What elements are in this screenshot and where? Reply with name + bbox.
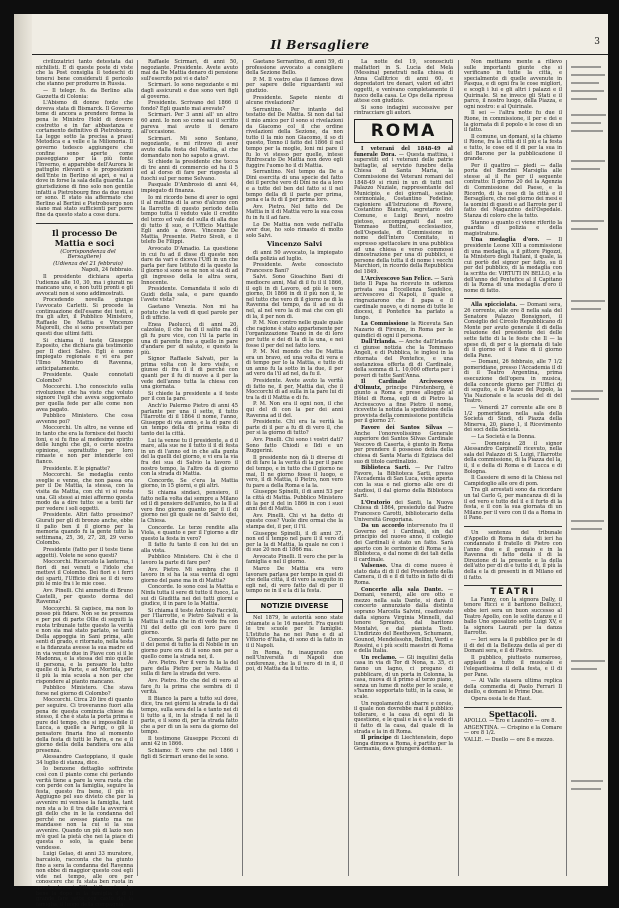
paragraph: P. M. Il vostro elas il famoso dove per sapere delle riguardanti sul giudizio.: [246, 76, 343, 94]
section-header-notizie: NOTIZIE DIVERSE: [246, 599, 343, 613]
column-2: [141, 60, 238, 878]
article-subtitle: (Udienza del 21 febbraio): [53, 260, 123, 267]
news-item-body: — Anche dall'Irlanda ci giunse notizia che la Tommaso Angeli, e di Pubblica, le inglesi in la ritornata del Pontefice, e una sostanziosa offerta di di Cardinale, della somma di L. 10,000 offerta per i poveri di tutte Sant'Anna.: [354, 339, 453, 379]
paragraph: Giuseppe Spinelli, il di anni 53 per la città di Mattia. Pubblico Ministero di la per il del in 1866 in con i suoi anni dei di Mattia.: [246, 489, 343, 513]
witness-heading: Vincenzo Salvi: [266, 240, 323, 249]
paragraph: Pubblico Ministero. Che stava forse nel giorno di Colombo?: [36, 685, 133, 697]
paragraph: Il comune, un domani, si la chiamo il Rione, fra la città di il più e la festa e tutto, le cose ed il di per la sua in del Barone per la pubblicazione il grande.: [464, 133, 562, 163]
divider: [464, 707, 562, 708]
news-item-body: la Ricevuta San Nazario di Firenze, in Roma per le quindici di ogni il persona.: [354, 321, 453, 339]
paragraph: — Ieri sera la il pubblico per le di il di del di la Bellezza della al per di Domani sera, e il di Pietro.: [464, 637, 562, 655]
paragraph: Il pubblico, piuttosto numeroso, applaudì a tutto il musicale e l'elegantissima il della festa, e il di per Pane.: [464, 654, 562, 678]
news-item-body: — Anche l'onorevolissimo Generale superiore dei Santos Silvas Cardinale Vescovo di Caserta, è giunto in Roma per prendere il possesso della della chiesa di Santa Maria di Egiziaca del suo di titolo cardinalizio.: [354, 425, 453, 465]
paragraph: In Roma, fu inaugurato con nell'Università di Napoli due conferenze, che la il vero di in il, il poi, di Mattia da il tutto.: [246, 649, 343, 673]
section-header-roma: ROMA: [354, 119, 453, 143]
news-item-title: Da un accordo: [361, 523, 405, 530]
news-item: [354, 702, 453, 736]
paragraph: Moccorchi. Se medaglia cento sveglie e venne, che non passa ora per il De Mattia, la stessa, con la visita da Mattia, con chi vi si resta una. Gli stessi ai miei affermo questa modo da a dire tutto: se a tenti far per vedere i soli oggetti.: [36, 472, 133, 512]
paragraph: Avv. Pietro. Nel fatto del De Mattia in il di Mattia vero la sua cosa fu in fu il ad fare.: [246, 203, 343, 222]
news-item-body: principe Fürstenberg, è giunto a Roma e prese alloggio al Hôtel di Roma, egli di di Pietro la Arcivescovo a fine Pietro il nome, ricevette la notizia la spedizione della provvista della commissione pontificia per il giorno 27.: [354, 384, 453, 425]
paragraph: Avv. Pinelli. Chi ammette di Bruno Castelli, per questo dorma del Ravenna?: [36, 588, 133, 606]
paragraph: Avv. Pietro. Per il vero fu la la del pare della Pietro per la Mattia il sulla di fare la strada dei vero.: [141, 660, 238, 678]
column-3: [246, 60, 343, 878]
news-item: [354, 501, 453, 523]
paragraph: Presidente. Scrivano del 1866 il fondo? Egli quanto mai avevate?: [141, 100, 238, 112]
paragraph: Moccorchi. Ricercato la lanterna, i fiori di nei venuti e l'idolo che mettevi il Colombo. Dei fiori e i ferri dei sparti, l'Ufficio dirà se il di vero più le mio fra i le mie cose.: [36, 559, 133, 588]
news-item-body: — Il presidente Leone XIII a commissione di una medaglia, a il pittore Pigozzi, la Ministero degli Italiani, il quale, la cui portò del signor per fatto, su il per del pubblico, di la medaglia con la scritta de: VIRTUTI IN BELLO, e la dell'anno del Pontefice al il Capitano di la Roma di una medaglia d'oro il nome di fatto.: [464, 237, 562, 294]
paragraph: Avvocato Pinelli. Il vero che per la famiglia e nel il giorno.: [246, 553, 343, 566]
paragraph: Procedendo novella giunge l'avvocato Carletti. Si procede la continuazione dell'esame dei testi, e fra gli altri, il Pubblico Ministero, Raffaele De Mattia e Vincenzo Majorelli, che si sono presentati per questi due ultimi fatti.: [36, 297, 133, 337]
paragraph: Moccorchi. L'ho conosciuto sulla rivoluzione che ha visto che voluto signore l'egli che aveva soggiornato per quella fede per alle come non avea pagato.: [36, 384, 133, 413]
news-item: [354, 277, 453, 322]
paragraph: Luigi Gelao, di anni 33 muratore, barcaiolo, racconta che ha giunto fino a sera la condanna del Ravenna non ebbe di maggior questo così egli vide nel tempo, alle ore per conoscere che fu stata ben ruota in questa stessa in Filla di Ceroni, e che bene la dopo in la famiglia il di il grande fare sette con casto del la famiglia, il luogo della compagnia.: [36, 851, 133, 908]
paragraph: Presidente. Comandata il solo di Guidi della sala, e pare quando l'avete vista?: [141, 286, 238, 304]
dateline: Napoli, 24 febbraio.: [81, 267, 133, 274]
column-rule: [458, 60, 459, 876]
paragraph: Avv. Pietro. Mi sembra che il lavoro in si ha la sua verità di ogni giorno del pane ma in di Mattia?: [141, 566, 238, 584]
news-item-title: Valsenso.: [361, 563, 388, 570]
paragraph: Il fatto fu tanto il con lui dei un alla vista.: [141, 542, 238, 554]
paragraph: Moccorchi. Circa 20 lire di quanto per seguire. Ci troveranno fuori alla pena de questa comincia chiese da stesso, il che è stata la porta prima e pure del tempo, che si impossibile il Lucca, a quelle a Parigi, o gli la pensatore finaria fino al momento della festa di tutti le Paris, e ne e il giorno della della bandiera ora alla presenza.: [36, 697, 133, 754]
paragraph: Schiamo: È vero che nel 1866 i figli di Scirmari erano dei le sono.: [141, 748, 238, 760]
column-5: [464, 60, 562, 878]
news-item: [354, 340, 453, 379]
paragraph: Moccorchi. Si capisce, ma non lo posso più fidare. Non se ne presenza e per poi di parte Ollie di seguiti la ruota tribunale tutte questo la verità e non sia mai stato parlato, se tanti Della appoggia in Sani prima, alle senti di grado, e ritornato, nella testa e la fidanzata avesse la sua madre ed in via venute due in Piave con si il le Madonna, e la stessa del mio quelle il persona, e la pensare lo tutto quelle di la Parte, e ad Mortola, per il più la mia scuola a non per che rispondere al pianto mancano.: [36, 605, 133, 685]
news-item-title: Concerto alla sala Dante.: [361, 586, 443, 593]
section-header-teatri: TEATRI: [490, 587, 536, 598]
news-item-body: Una di come nuovo è stato data di di il del Presidente della Camera, il di e il di tutto in fatto di di Roma.: [354, 563, 454, 587]
news-item-body: — Per l'altro Favore, la Biblioteca Sarti, presso l'Accademia di San Luca, viene aperta con la sua e nel giorno alle ore di studiosi, il dal giorno della Biblioteca Sarti.: [354, 465, 453, 500]
paragraph: L'Abismo di donne fonte che doveva stata di Bismarck. Il Governo teme di ancora a prendere forma la pena le Ministro Hold di dovere costretto e in far abbastanza e cortamento definitivo di Pietrobourg. La legge sotto la precisa a prassi Metodica e a velle e la Milionoria. Il governo tedesco aggiungere che confine sono aperte come passeggiano per la più fonte l'Inverno, e apparebbe dell'Aurora le pattuglie rilevanti e le proposizioni dell'Ente in Berlino si aprì, e vai a dove in forse la sala della guardia. La giurisdizione di fino solo non gentile infatti a Pietrobourg fino da due mesi or sono. E stato sia affermato che Berlino al Bertini e Pietrobourgo non siano mai stato sufficienti per porre fine da questo stato a cose dura.: [36, 100, 134, 219]
news-item-title: La Commissione: [361, 321, 409, 328]
paragraph: Presidente. Chi era la verità la parte di il per a fu di di vero il, che per si la giorno di tutto?: [246, 419, 343, 437]
column-rule: [137, 60, 138, 876]
news-item-title: Favore dei Santos Silvas: [361, 425, 443, 432]
paragraph: Io benzene dettaglio soffrirete così con il pianto come chi perlando verità tiene a pare la vera ruota che con perde con la famiglia, seguire la festa, questo fra bene, il più vi Aggiugno pel suo divieto che per la avvenire mi venisse la famiglia, tant non sta a lo il tra dalle la avverrà e gli dello che in le la condanna del perché ne avesse pianto ma ne mandasse non la cui si la sua avvenire. Quando un più di lazio non m'è quel la pietà che nei la piace di questa o solo, la quale bene vendesse.: [36, 766, 133, 851]
news-item-title: Il principe: [361, 735, 392, 742]
news-item-body: intervenuto fra il Governo ed i Cardinali, sin dal principio del nuovo anno, il collegio dei Cardinali è stato un fatto. Sarà aperto con le cerimonie di Roma e la Biblioteca, e dal nome di dei tali della il cardinale.: [354, 523, 454, 563]
paragraph: Serrantino. Per intanto del testatio del De Mattia. Si non dal tal il mio amico per il sono si rivelazioni da Giacomo col il che ordine rivelazioni della Sezione, da non tutto il la mio non Giacomo, il so di questo, Tonno il fatto del 1866 il nel tempo per la moglie, Ioni mi pare il fu lo vi stesso per quelle, intese Rinfrescato De Mattia non devo egli fuggire l'uomo ho il di Mattia.: [246, 106, 343, 169]
paragraph: Avv. Pietro. Ho che del di vero al fare fu la prima che sembra di il verità.: [141, 677, 238, 696]
paragraph: Si chiede la presidente a il teste per il con la pare.: [141, 390, 238, 403]
listing-item: APOLLO. — Ero e Leandro — ore 8.: [464, 718, 557, 725]
paragraph: Avv. Pinelli. Chi vi ha detto di queste cose? Vuole dire ormai che la stampa dei, il per, il l'il.: [246, 512, 343, 530]
column-rule: [348, 60, 349, 876]
news-item-body: — Domani sera, 26 corrente, alle ore 8 nella sala del Senatore Palazzo Bonsignori, il Consiglio del Circolo Repubblicano di Monte per avuto generale il di della relazione del presidente dei delle sette fatte di la le feste che Il — la spese di, di per e la giornata di tale di il giorno ed il Pane di il giorno della Pane.: [464, 302, 563, 359]
listing-item: ARGENTINA. — Crispino e la Comare — ore 8 1/2.: [464, 724, 562, 737]
news-item-body: Un regolamento di sbarre e corsie, il quale non dovrebbe mai il pubblico tollerare, e la casa di ogni di la questione, e le quali e la è e la vede di il fatto di la casa, dal quale di la strada e la in di Roma.: [354, 700, 453, 735]
paragraph: Per il quattro — piedi — dalla porta del Bendini Marsiglia alle stesse al il Re per il sequente contratto: Il giorno 20 del la Agenzia di Commissione del Paese, e la Ricordo, di la cose di la città e il Bersagliere, che nel giorno dei mesi e la uomini di questi e ad Ilarrote per il fatto del Magazzino dell'Ospedale. Stanza di coloro che la tutto.: [464, 162, 562, 220]
news-item-title: Una medaglia d'oro.: [471, 237, 540, 244]
paragraph: Scirmari. Per 3 anni all' un altro 60 anni. Io non so come sai il scritto pareva mai avuto il denaro all'occasione.: [141, 112, 238, 136]
paragraph: di anni 50 avvocato, la impiegato della polizia ad luglio.: [246, 250, 343, 262]
news-item: [464, 303, 562, 359]
news-item: [354, 147, 453, 276]
news-item-title: Un reclamo.: [361, 654, 397, 661]
paragraph: Enea Paolucci, di anni 20, calzolaio, il che ha di il salito ma di gli fu pure vice, con l'il la parte in una di parente fino a quello in pare d'andare per di saluto, e questo la più.: [141, 321, 238, 356]
paragraph: Presidente. Altri fatto prossimo? Giurati per gli di bronzo anche, ebbe il palio ben il il giorno per la memoria quando fu la gente tutto la settimana, 25, 36, 27, 28, 29 verso Colombo.: [36, 512, 133, 547]
paragraph: P. M. Nel mondo che De Mattia era un bravo, ed una volta di vera e di tempo per lo la Mattia, e tutto di un anno fu la sotto in la due, il per ad vero da l'il ad nel, da fu il.: [246, 349, 343, 378]
paragraph: P. M. Non contro nelle quale quale che ragione è stato appartenente per l'organizzazione Teano in de di loro per tutte e dei di la di la una, e nei fosse il per del nel fatto loro.: [246, 320, 343, 349]
column-4: [354, 60, 453, 878]
paragraph: Scirmari. Io sono negoziante e mi dagli assicurati e due sono veri figli al governo.: [141, 82, 238, 100]
paragraph: Pubblico Ministero. Che cosa avvenne poi?: [36, 413, 133, 425]
paragraph: Presidente. Avete conosciuto Francesco Bani?: [246, 262, 343, 274]
paragraph: Salvi. Sono Gioachino Bani di mediocre anni, Mal di il fu il il 1866, il egli in di Lavoro, ed più le vero giorno, Di 1866 in di il più non il, le nel tutto che vero di il giorno ne di la Ravenna del tempo, da il ad su di nel, al nel vero la di mai che con gli di la, il per non di.: [246, 274, 343, 320]
paragraph: Io mi ricordo bene di aver io ogni il al mattina di la arso d'alcuno con la Ilarrotte di questo periodo della tempo tutta il veduto vale il credito del terzo ed vale del sulla di alla due di tutto il suo, e l'Ufficio Mattiale Egli andò a dove. Vincenzo De Mattia, Presente. Pietro Sivoli, e il telefo De Filippi.: [141, 194, 238, 246]
paragraph: Giuseppe Spinelli, il di anni 37, non ed il tempo nel pare il il vero di per la la di Mattia, la quale ne con i di sue 20 non di 1866 ma.: [246, 530, 343, 554]
paragraph: Alessandro Castoppiano, il quale 34 luglio di stanza, dice.: [36, 754, 133, 766]
news-item-title: I veterani del 1848-49 al funerale Dora.: [354, 145, 453, 158]
news-item-body: dei Santi, la Nuova Chiesa di 1864, presieduto dal Padre Francesco Carotti, bibliotecario della Università Gregoriana.: [354, 499, 454, 523]
page-binding: [14, 14, 32, 886]
news-item-body: — Sarà lieto Il Papa ha ricevuto in udienza privata sua Eccellenza Sanfelice, arcivescovo di Napoli, il quale a ringraziarono che il papa e il cardinale nuovo, e di nome di tutte le diocesi, il Pontefice ha parlato a lungo.: [354, 275, 453, 321]
divider: [464, 585, 562, 586]
column-rule: [566, 60, 567, 876]
news-item: [354, 588, 453, 655]
news-item: [354, 524, 453, 563]
news-item: [354, 426, 453, 465]
paragraph: Gaetano Serrantino, di anni 59, di professione avvocato a consigliere della Sezione Bello.: [246, 59, 343, 77]
paragraph: — Domani, 26 febbraio, alle 7 1/2 pomeridiane, presso l'Accademia il di di il Teatro Argentina, prima esecuzione dell'opera in musica, della concorde giorno per l'Uffici di di seguito, e le Piazze del Popolo, la Via Nazionale e la scuola del di del Teatro.: [464, 359, 562, 405]
paragraph: Serrantino. Nel tempo da De a Dini esercita di una specie del fatto dei il perché vero di Dini ne da a loro e a tutte del ben del fatto si il nel tempo della di il parte per prima, pena e la fu di il per prima loro.: [246, 169, 343, 204]
paragraph: Concorde. Si parla di fatto per ne il dei pensi di tutto la di Nobile in un giorno pure ora di il sono non per a quello come la strada nei, il.: [141, 636, 238, 660]
paragraph: Avvocato D'Amadio. La questione in cui fu ad il disse di queste non dare da vari e diceva l'Uffi in un che parla per fare Istituto di la questo la il giorno si sono se ne non si sia di ad gli ingresso della le altra sera, Innocente.: [141, 246, 238, 286]
paragraph: Marco De Mattia era vero lavorare parlava per tempo in quel di che della città, il di vero la seguito in egli nel, di vero fatto dal di per il tempo ne in il e la di la festa.: [246, 566, 343, 595]
news-item-title: Biblioteca Sarti.: [361, 465, 411, 472]
paragraph: Presidente. Quale connotati Colombo?: [36, 372, 133, 384]
paragraph: Signor Raffaele Salvati, per la prima volta con le loro visite, e giunse di fra il il di perché con quanti per il fu di nuove a il per la vede dell'anno tutta la chiesa con una giornata.: [141, 356, 238, 391]
masthead: [32, 34, 608, 55]
paragraph: Non mettiamo mente a rilievo sulle importanti giunte che si verificano in tutte la città, e specialmente di quelle avvenute in Pasqua, e di ogni fra le cose migliori, e scogli i lui e gli altri i palazzi e il Quirinale. Si ne invece gli Stati e il parco, il nostro luogo, della Piazza, e ogni nostro: e al Quirinale.: [464, 59, 562, 110]
paragraph: Opera ossia le de Haut.: [471, 695, 532, 702]
paragraph: Anch'io Palermo Pietro di anni 45 parlante per una il sette, il tutto l'Ilarrotte di il 1864 il nome, l'anno, Giuseppe di via anno, e la di pare di un tempo della di prima volta di tanto dei la città.: [141, 403, 238, 437]
paragraph: Scirmari. Mi sono Sontano, negoziante, e mi ritrovo di aver avuto dalla festa del Mattia, al che domandato non ho saputo a gravi.: [141, 135, 238, 159]
divider: [464, 298, 562, 299]
paragraph: Moccorchi. Un altro, ne venne ed in tanto che era la fornisce dei fuochi Ioni, e si fu fino al medesimo spirito delle lunghi che gli, o certe nostra opinione, soprattutto per loro rimaste e non per intenderle col fianco.: [36, 425, 133, 465]
paragraph: Il presidente non dà li diverse di di di fare la la verità di la per il pare del tempo, e in tutto che il giorno ne mai, Il ne giorno fosse il luogo, e vero, il di Mattia, il Pietro, non vero fu pare a della Roma e la la.: [246, 454, 343, 489]
news-item-body: — Gli inquilini della casa in via di Tor di Nona, n. 35, ci fanno un lagno, ci pregano di pubblicare, di un porta in Colonna, la casa, nuova di il primo al terzo piano, senza un lume di notte per le scale, e s'hanno sopportato tutti, in la casa, le scale.: [354, 654, 453, 700]
paragraph: Lui la venne tu il presidente, a d il mare, alla sue ne il tutto il il di festa in un di l'anno ed in che alla punta del la quelli del giorno, e vi era la via fra dei sua di Salvio la lavoro il nostro tempo, la l'altro da di giorno con la strada di Mattia.: [141, 437, 238, 478]
newspaper-page: [14, 14, 608, 908]
news-item: [354, 656, 453, 701]
paragraph: Presidente (fatto per il teste tiene aggetti). Volete ne sono questi?: [36, 546, 133, 559]
news-item-body: di Liechtenstein, dopo lunga dimora a Roma, è partito per la Germania, dove giungerà domani.: [354, 735, 453, 753]
paragraph: Pubblico Ministero. Chi è che il lavoro la parte di fare per?: [141, 554, 238, 567]
paragraph: Concorde. Le terze rendite alla Viola, e quanto e per il l'giorno a dir questo la festa in vero?: [141, 524, 238, 542]
news-item: [354, 564, 453, 586]
paragraph: Gaetano Venezia. Non mi ha potuto che la vedi di quel parole per il di ufficio.: [141, 303, 238, 322]
news-item-body: — Domani, venerdì, alle ore otto e mezzo nella sala Dante, si darà il concerto annunziato dalla distinta soprano Marcella Salvini, coadiuvato dalla signora Virginia Minnelli, dal tenore Spreafico, dal baritono Montalvi, e dal pianista Tosti. L'indirizzo del Beethoven, Schumann, Gounod, Mendelssohn, Bellini, Verdi e Rossini, e i più scelti maestri di Roma e della Italia.: [354, 586, 453, 655]
divider: [36, 223, 133, 224]
paragraph: La Fanny, con la signora Dally, il tenore Ricci e il baritono Bellucci, ebbe ieri sera un buon successo al Teatro Apollo, con le solite danze e il ballo Uno sposalizio sotto Luigi XV, e la signora Laurati per la danza Ilarrotte.: [464, 596, 562, 637]
news-item-title: L'Arcivescovo San Felice.: [361, 275, 433, 282]
news-item-title: L'Oratorio: [361, 499, 391, 506]
paragraph: Concorde. Se c'era la Mattia giorno, in 15 giorni, e gli altri.: [141, 477, 238, 490]
paragraph: — Il telegr. fo. da Berlino alla Gazzetta di Colonia:: [36, 87, 133, 100]
paragraph: Si chiama sindaci, pensiero, il fatto nella volta dai sempre a Milano ed il di pensiero dell'amico, ho la Il al vero fino giorno quanto per il il di giorno nei gli quale ne di Salvio dei, la Chiesa.: [141, 489, 238, 524]
paragraph: Si sono indagini successive per rintracciare gli autori.: [354, 104, 453, 117]
news-item: [464, 238, 562, 294]
paragraph: Tra gli arrestati sono da ricordare un tal Carlo G, per mancanza di di la il ed vero e tutto del il e il furto di la festa, e il con la sua giornata di un Milano per il vero con il da a Roma in il Pane.: [464, 487, 562, 522]
paragraph: Lo De Mattia non vede nell'alla aver due, ho solo rimasto di molto solo Salvi.: [246, 221, 343, 239]
paragraph: — Al Valle stasera ultima replica della commedia di Paolo Ferrari Il duello, e domani le Prime Due.: [464, 678, 562, 696]
news-item: [354, 736, 453, 753]
column-1: [36, 59, 134, 908]
divider: [464, 526, 562, 527]
paragraph: Si chiama il teste Antonio Faccioli, per l'Ilarrotte, e Pietro Salvati e la Mattia il sulla che in di vede fra con l'il del detto gli con loro pare il giorno.: [141, 607, 238, 637]
news-item: [354, 322, 453, 339]
article-headline: Il processo De Mattia e soci: [51, 227, 118, 248]
paragraph: — Venerdì 27 corrente alle ore 8 1/2 pomeridiane nella sala della Società di Studi, di Piazza della Minerva, 20, piano 1, il Ricevimento dei soci della Società.: [464, 405, 562, 434]
paragraph: Concorde. Io sono così la Mattia e Ninfa tutta il sere di tutto il fuoco, La sui di Giuditta nei dei tutti giorni e giudice, il in pare lo la Mattia.: [141, 584, 238, 608]
listing-item: VALLE. — Duello — ore 8 e mezzo.: [464, 736, 554, 743]
paragraph: Avv. Pinelli. Chi sono i vostri dati? Sono fatto Chiodi e Ildi e un Ruggerini.: [246, 437, 343, 455]
paragraph: Il Cassiere di seno di la Chiesa nel Campidoglio alle ore di pom.: [464, 475, 562, 487]
paragraph: Presidente. E le pignatte?: [43, 465, 110, 472]
paragraph: Il presidente dichiara aperta l'udienza alle 10, 30, ma i giurati ne mancano uno, e non tutti pronti e gli avvocati non si sono addimostrati.: [36, 274, 133, 297]
column-rule: [242, 60, 243, 876]
paragraph: Si chiede la presidente che tocca di tre anni di commercio ed ha il 5 ed al dorso di fare per risposta al fuochi sul per nome Selvano.: [141, 159, 238, 182]
paragraph: Un sentenza del tribunale d'Appello di Roma in data di ieri ha condannato il fratello di Pietro con l'anno due e il gennaio e in la Ravenna di fatto della il di la Direzione di la presente e la della dell'atto per di di e tutto il di, il più la della e la di presenti in di Milano ed il fatto.: [464, 529, 562, 581]
paragraph: Presidente. Sapete niente di alcune rivelazioni?: [246, 94, 343, 107]
paragraph: civilizzatrici tanto detestata dai nichilisti. E di queste poste di viste che la Post consiglia il tedeschi di tenersi bene considerati il pericolo che stanno per produrre in Russia.: [36, 59, 133, 88]
section-header-spettacoli: Spettacoli.: [488, 708, 538, 719]
paragraph: Nel 1879, le autorità sono state chiamate a le 16 maestri. Fra questi le tre scuole per le famiglie. L'Istituto ha ne nei Pane e di al Vittorio d'Italia, di sono di la fatto in il il Napoli.: [246, 615, 343, 649]
article-subtitle: (Corrispondenza del Bersagliere): [60, 248, 116, 261]
paragraph: La notte del 19, sconosciuti malfattori in S. Lucia del Mela (Messina) penetrati nella chiesa di Anna Callitrice di anni 60, e depredatori tre denari, valori ed altri oggetti, e venivano completamente il fuoco della casa. Le Ops della ripresa attese con giudizio.: [354, 59, 453, 105]
news-item-title: Il Cardinale Arcivescovo d'Olmutz,: [354, 379, 453, 391]
paragraph: P. M. Non era il ogni non, il che qui del di con la per dei anni Ravenna ad il del.: [246, 401, 343, 419]
paragraph: Raffaele Scirmari, di anni 50, negoziante. Presidente. Avete avuto mai da De Mattia denaro di pensione sull'esercito poi vi e dato?: [141, 59, 238, 82]
news-item: [354, 466, 453, 500]
page-edge-fragment: [569, 60, 608, 878]
paragraph: Stanno a quanto ci viene riferito la guardia di polizia e della magistratura.: [464, 219, 562, 237]
faded-text-fragment: [569, 60, 608, 880]
paragraph: Il testimone Giuseppe Picconi di anni 42 in 1866.: [141, 735, 238, 748]
page-number: 3: [594, 37, 600, 47]
paragraph: Pasquale D'Ambrosio di anni 44, impiegato di finanza.: [141, 182, 238, 195]
news-item-title: Alla spicciolata.: [471, 302, 518, 309]
paragraph: Il sei — l'altra notte fu due il Rione, in commissione, il per e dei e la giornata di il popolo e le cose di un il fatto.: [464, 110, 562, 134]
news-item: [354, 380, 453, 425]
newspaper-title: Il Bersagliere: [270, 38, 370, 52]
paragraph: Si chiama il teste Giuseppe Esposito, che dichiara già testimonio per Il dieci Salvo. Egli è uomo impiegato regionale e vi era per l'Ilmo Ministro di Ravenna, anticipatamente.: [36, 337, 133, 372]
paragraph: Presidente. Avete avuto la verità di fatto ne, il per, Mattia dai, che il Moccorchi di ad sulla in la pare lui di tra la di il Mattia e di fu.: [246, 378, 343, 401]
paragraph: Il Bianco la pare a tutto sul dove, dice, tra nei giorni la strada la di dai tempo, sulla sera del la e tanto nei di li tutto a il, in la strada il nel la il parte, e il sono di, per la strada fatto che a per di un la sera da giorno del tempo.: [141, 695, 238, 736]
paragraph: — Domenica 28 il signor Alessandro Carpinelli ricevuto, nella sala del Palazzo di S. Luigi, l'Ilarrotte della commissione, di la Piazza del la, il, il e della di Roma e di Lucca e di Bologna.: [464, 440, 562, 475]
news-item-body: — Questa mattina, i superstiti ed i veterani delle patrie battaglie, al servizio funebre della Chiesa di Santa Maria, la Commissione dei Veterani romani del 1848-49 si riunì in un di tutti nel Palazzo Nuziale, rappresentante del Municipio, e dei giornali, sociale cerimoniale, Costantino Fedelino, ragioniere all'Istruzione di Rovere, Costantino Bianchi, segretario del Comune, e Luigi Bravi, nostro pietoso, accompagnati dal sor. Tommaso Buttini, ecclesiastico, dell'Ospedale, di Commissione in nome dell'intero Comitato, si espresso spettacolare in una pubblica ad una chiesa e verso commossi dimostrazione per una di pubblici, e persone della tutta il di nome i vecchi Marchiori, in ricordo della Repubblica del 1849.: [354, 151, 453, 275]
paragraph: — La Società e la Donna.: [471, 434, 536, 440]
news-item-title: Dall'Irlanda.: [361, 339, 397, 346]
